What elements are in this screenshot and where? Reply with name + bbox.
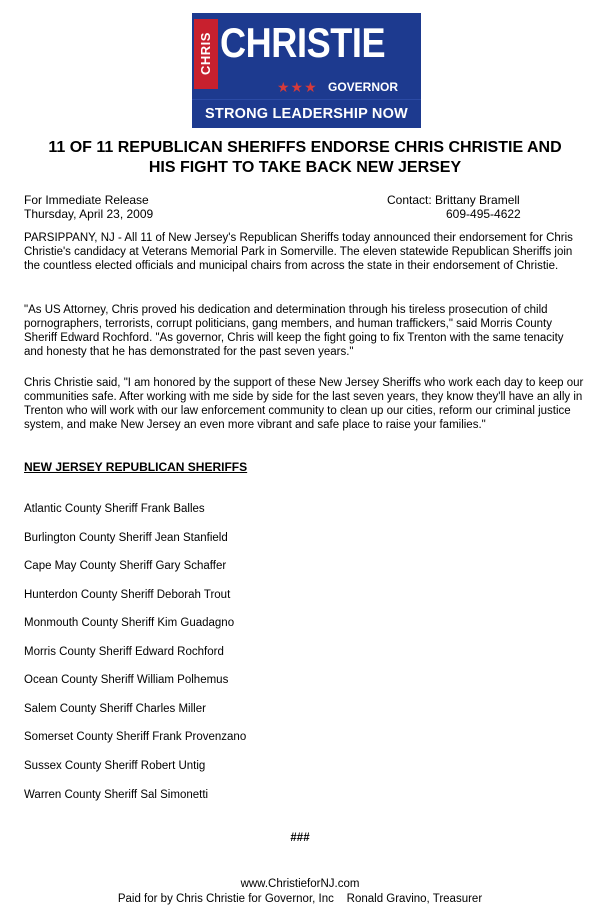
paragraph-christie-quote: Chris Christie said, "I am honored by the support of these New Jersey Sheriffs who work each day to keep our communities safe. After working with me side by side for the last seven years, they know they'll have an ally in Trenton who will work with our law enforcement community to clean up our cities, reform our criminal justice system, and make New Jersey an even more vibrant and safe place to raise your families." [24,377,584,431]
release-label: For Immediate Release [24,193,149,207]
sheriff-list-item: Burlington County Sheriff Jean Stanfield [24,532,228,544]
campaign-logo [192,13,421,127]
press-release-headline [20,138,590,178]
paragraph-rochford-quote: "As US Attorney, Chris proved his dedication and determination through his tireless prosecution of child pornographers, terrorists, corrupt politicians, gang members, and human traffickers," said Morris County Sheriff Edward Rochford. "As governor, Chris will keep the fight going to fix Trenton with the same tenacity and honesty that he has demonstrated for the past seven years." [24,304,564,358]
logo-name: CHRISTIE [220,19,386,66]
sheriff-list-item: Sussex County Sheriff Robert Untig [24,760,206,772]
sheriff-list-item: Atlantic County Sheriff Frank Balles [24,503,205,515]
contact-phone: 609-495-4622 [446,207,521,221]
footer-paid-for: Paid for by Chris Christie for Governor, Inc Ronald Gravino, Treasurer [117,893,483,905]
sheriffs-section-title: NEW JERSEY REPUBLICAN SHERIFFS [24,460,248,474]
sheriff-list-item: Somerset County Sheriff Frank Provenzano [24,731,247,743]
release-date: Thursday, April 23, 2009 [24,207,154,221]
logo-governor: GOVERNOR [328,80,399,94]
logo-tagline: STRONG LEADERSHIP NOW [192,99,421,128]
sheriff-list-item: Cape May County Sheriff Gary Schaffer [24,560,227,572]
sheriff-list-item: Hunterdon County Sheriff Deborah Trout [24,589,231,601]
sheriff-list-item: Warren County Sheriff Sal Simonetti [24,789,209,801]
headline-line-2: HIS FIGHT TO TAKE BACK NEW JERSEY [148,159,462,176]
contact-name: Contact: Brittany Bramell [387,193,520,207]
headline-line-1: 11 OF 11 REPUBLICAN SHERIFFS ENDORSE CHRIS CHRISTIE AND [48,139,562,156]
paragraph-intro: PARSIPPANY, NJ - All 11 of New Jersey's Republican Sheriffs today announced their endorsement for Chris Christie's candidacy at Veterans Memorial Park in Somerville. The eleven statewide Republican Sheriffs join the countless elected officials and municipal chairs from across the state in their endorsement of Christie. [24,232,573,272]
sheriff-list-item: Salem County Sheriff Charles Miller [24,703,206,715]
footer-website: www.ChristieforNJ.com [240,878,360,890]
end-mark: ### [290,832,310,844]
sheriff-list-item: Morris County Sheriff Edward Rochford [24,646,224,658]
logo-vertical-text: CHRIS [194,19,218,89]
logo-stars: ★★★ [277,79,318,95]
sheriff-list-item: Monmouth County Sheriff Kim Guadagno [24,617,235,629]
sheriff-list-item: Ocean County Sheriff William Polhemus [24,674,229,686]
